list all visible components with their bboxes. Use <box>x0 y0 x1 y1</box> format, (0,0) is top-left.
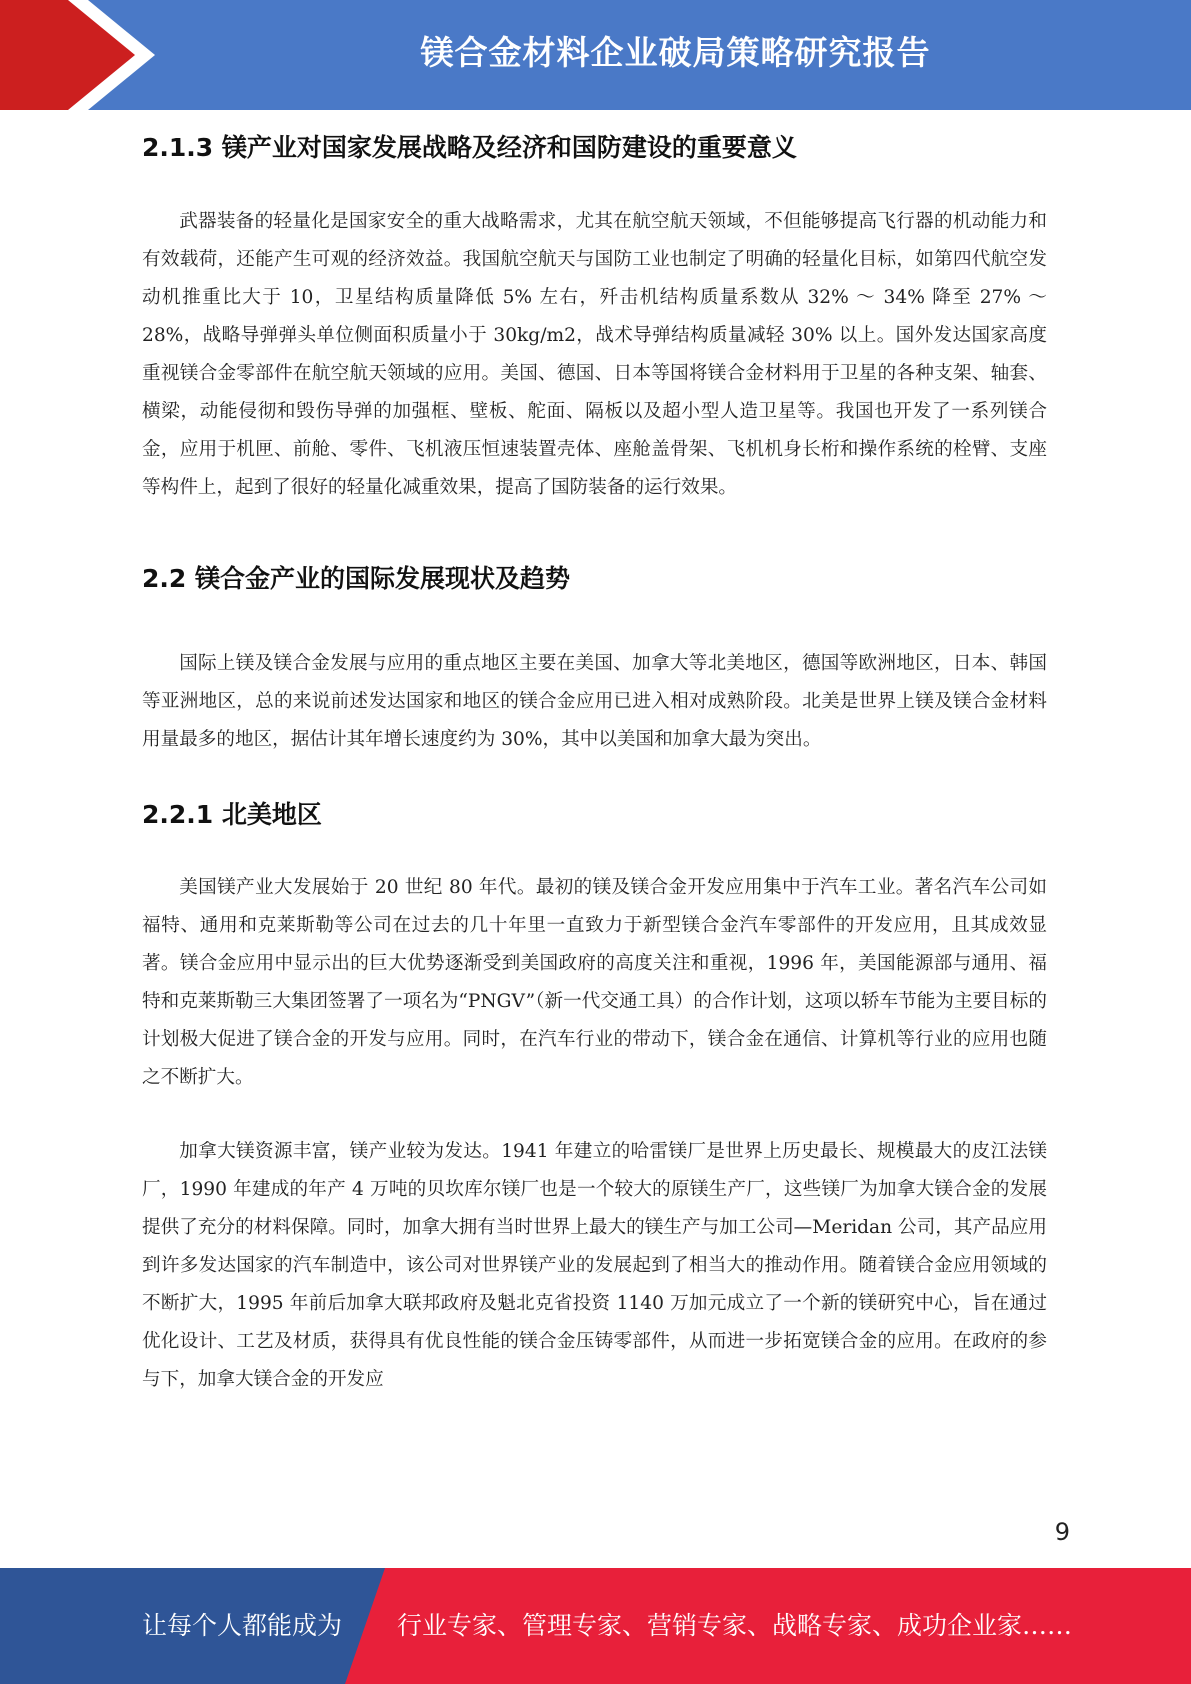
document-body <box>142 110 1047 1399</box>
section-heading-2-2-1: 2.2.1 北美地区 <box>142 800 322 829</box>
page-footer <box>0 1568 1191 1684</box>
page-number: 9 <box>1054 1518 1070 1546</box>
header-chevron-icon <box>0 0 135 110</box>
paragraph: 武器装备的轻量化是国家安全的重大战略需求，尤其在航空航天领域，不但能够提高飞行器的机动能力和有效载荷，还能产生可观的经济效益。我国航空航天与国防工业也制定了明确的轻量化目标，如第四代航空发动机推重比大于 10，卫星结构质量降低 5% 左右，歼击机结构质量系数从 32% ～ 34% 降至 27% ～ 28%，战略导弹弹头单位侧面积质量小于 30kg/m2，战术导弹结构质量减轻 30% 以上。国外发达国家高度重视镁合金零部件在航空航天领域的应用。美国、德国、日本等国将镁合金材料用于卫星的各种支架、轴套、横梁，动能侵彻和毁伤导弹的加强框、壁板、舵面、隔板以及超小型人造卫星等。我国也开发了一系列镁合金，应用于机匣、前舱、零件、飞机液压恒速装置壳体、座舱盖骨架、飞机机身长桁和操作系统的栓臂、支座等构件上，起到了很好的轻量化减重效果，提高了国防装备的运行效果。 <box>142 211 1047 498</box>
report-title: 镁合金材料企业破局策略研究报告 <box>420 33 931 72</box>
paragraph: 国际上镁及镁合金发展与应用的重点地区主要在美国、加拿大等北美地区，德国等欧洲地区，日本、韩国等亚洲地区，总的来说前述发达国家和地区的镁合金应用已进入相对成熟阶段。北美是世界上镁及镁合金材料用量最多的地区，据估计其年增长速度约为 30%，其中以美国和加拿大最为突出。 <box>142 653 1047 750</box>
footer-slogan-right: 行业专家、管理专家、营销专家、战略专家、成功企业家…… <box>397 1611 1073 1640</box>
footer-slogan-left: 让每个人都能成为 <box>142 1611 343 1640</box>
page-header <box>0 0 1191 110</box>
paragraph: 加拿大镁资源丰富，镁产业较为发达。1941 年建立的哈雷镁厂是世界上历史最长、规模最大的皮江法镁厂，1990 年建成的年产 4 万吨的贝坎库尔镁厂也是一个较大的原镁生产厂，这些镁厂为加拿大镁合金的发展提供了充分的材料保障。同时，加拿大拥有当时世界上最大的镁生产与加工公司—Meridan 公司，其产品应用到许多发达国家的汽车制造中，该公司对世界镁产业的发展起到了相当大的推动作用。随着镁合金应用领域的不断扩大，1995 年前后加拿大联邦政府及魁北克省投资 1140 万加元成立了一个新的镁研究中心，旨在通过优化设计、工艺及材质，获得具有优良性能的镁合金压铸零部件，从而进一步拓宽镁合金的应用。在政府的参与下，加拿大镁合金的开发应 <box>142 1141 1047 1390</box>
section-heading-2-1-3: 2.1.3 镁产业对国家发展战略及经济和国防建设的重要意义 <box>142 133 797 162</box>
paragraph: 美国镁产业大发展始于 20 世纪 80 年代。最初的镁及镁合金开发应用集中于汽车工业。著名汽车公司如福特、通用和克莱斯勒等公司在过去的几十年里一直致力于新型镁合金汽车零部件的开发应用，且其成效显著。镁合金应用中显示出的巨大优势逐渐受到美国政府的高度关注和重视，1996 年，美国能源部与通用、福特和克莱斯勒三大集团签署了一项名为“PNGV”（新一代交通工具）的合作计划，这项以轿车节能为主要目标的计划极大促进了镁合金的开发与应用。同时，在汽车行业的带动下，镁合金在通信、计算机等行业的应用也随之不断扩大。 <box>142 877 1047 1088</box>
section-heading-2-2: 2.2 镁合金产业的国际发展现状及趋势 <box>142 564 570 593</box>
